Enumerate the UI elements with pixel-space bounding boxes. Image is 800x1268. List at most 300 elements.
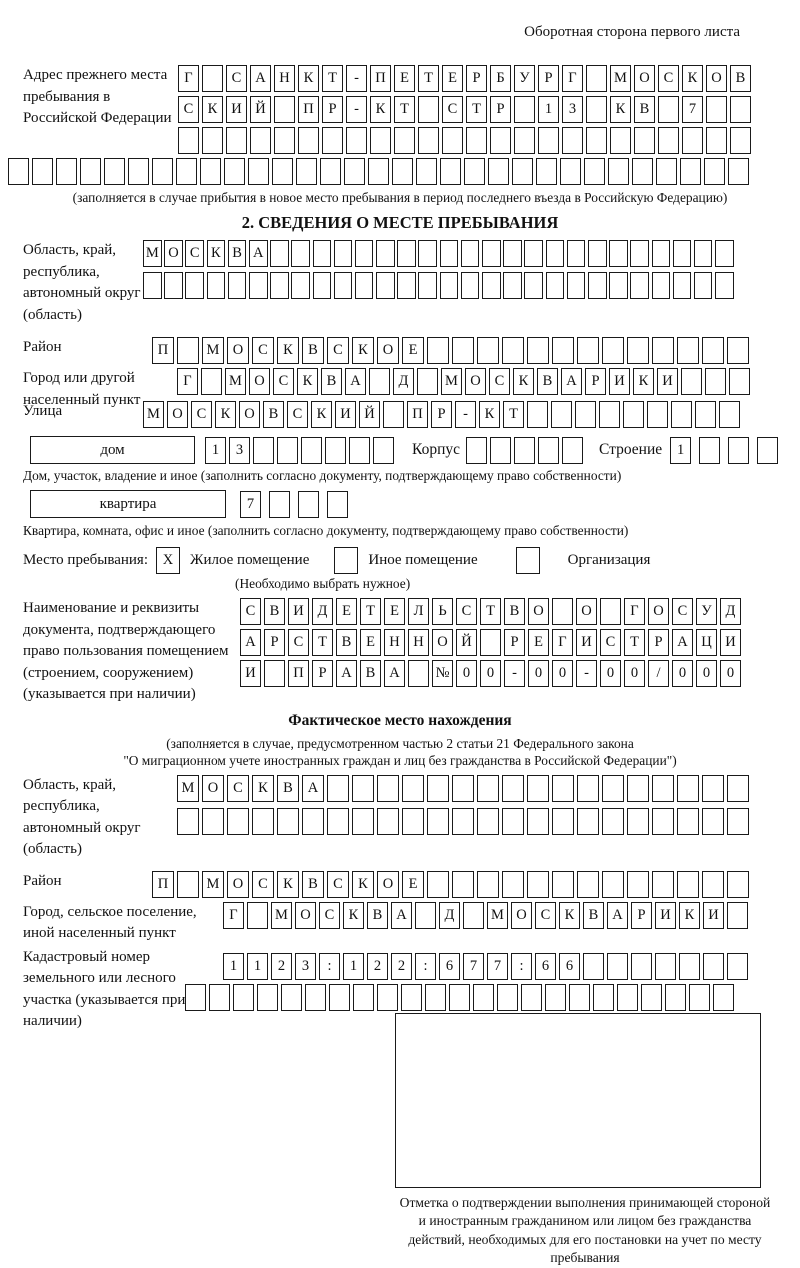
char-cell[interactable]: М: [441, 368, 462, 395]
char-cell[interactable]: Ц: [696, 629, 717, 656]
char-cell[interactable]: Г: [178, 65, 199, 92]
char-cell[interactable]: М: [177, 775, 199, 802]
char-cell[interactable]: [600, 598, 621, 625]
char-cell[interactable]: [551, 401, 572, 428]
char-cell[interactable]: [599, 401, 620, 428]
char-cell[interactable]: 7: [682, 96, 703, 123]
char-cell[interactable]: В: [730, 65, 751, 92]
char-cell[interactable]: Р: [264, 629, 285, 656]
char-cell[interactable]: И: [288, 598, 309, 625]
char-cell[interactable]: [671, 401, 692, 428]
char-cell[interactable]: [689, 984, 710, 1011]
char-cell[interactable]: [562, 437, 583, 464]
char-cell[interactable]: Р: [538, 65, 559, 92]
char-cell[interactable]: И: [576, 629, 597, 656]
char-cell[interactable]: /: [648, 660, 669, 687]
char-cell[interactable]: [277, 808, 299, 835]
char-cell[interactable]: 3: [562, 96, 583, 123]
char-cell[interactable]: [706, 96, 727, 123]
char-cell[interactable]: [627, 808, 649, 835]
char-cell[interactable]: [228, 272, 247, 299]
char-cell[interactable]: [128, 158, 149, 185]
char-cell[interactable]: С: [327, 337, 349, 364]
char-cell[interactable]: [730, 127, 751, 154]
char-cell[interactable]: Ь: [432, 598, 453, 625]
char-cell[interactable]: С: [252, 871, 274, 898]
char-cell[interactable]: В: [277, 775, 299, 802]
char-cell[interactable]: М: [610, 65, 631, 92]
char-cell[interactable]: [652, 240, 671, 267]
char-cell[interactable]: [296, 158, 317, 185]
char-cell[interactable]: О: [227, 871, 249, 898]
char-cell[interactable]: А: [345, 368, 366, 395]
char-cell[interactable]: [502, 337, 524, 364]
char-cell[interactable]: [346, 127, 367, 154]
char-cell[interactable]: [461, 272, 480, 299]
char-cell[interactable]: О: [227, 337, 249, 364]
char-cell[interactable]: [524, 272, 543, 299]
char-cell[interactable]: А: [249, 240, 268, 267]
char-cell[interactable]: [647, 401, 668, 428]
char-cell[interactable]: А: [336, 660, 357, 687]
char-cell[interactable]: [369, 368, 390, 395]
char-cell[interactable]: [298, 127, 319, 154]
char-cell[interactable]: В: [583, 902, 604, 929]
char-cell[interactable]: [452, 871, 474, 898]
char-cell[interactable]: [397, 240, 416, 267]
char-cell[interactable]: К: [352, 337, 374, 364]
char-cell[interactable]: [665, 984, 686, 1011]
char-cell[interactable]: В: [302, 337, 324, 364]
char-cell[interactable]: [334, 272, 353, 299]
char-cell[interactable]: [440, 240, 459, 267]
char-cell[interactable]: И: [335, 401, 356, 428]
char-cell[interactable]: А: [302, 775, 324, 802]
char-cell[interactable]: [226, 127, 247, 154]
char-cell[interactable]: [427, 337, 449, 364]
char-cell[interactable]: [152, 158, 173, 185]
char-cell[interactable]: Р: [631, 902, 652, 929]
char-cell[interactable]: [104, 158, 125, 185]
char-cell[interactable]: [377, 984, 398, 1011]
char-cell[interactable]: О: [528, 598, 549, 625]
char-cell[interactable]: Р: [431, 401, 452, 428]
char-cell[interactable]: [586, 127, 607, 154]
char-cell[interactable]: [584, 158, 605, 185]
char-cell[interactable]: Р: [504, 629, 525, 656]
char-cell[interactable]: [344, 158, 365, 185]
char-cell[interactable]: Р: [585, 368, 606, 395]
char-cell[interactable]: [253, 437, 274, 464]
char-cell[interactable]: К: [207, 240, 226, 267]
char-cell[interactable]: [325, 437, 346, 464]
char-cell[interactable]: -: [455, 401, 476, 428]
char-cell[interactable]: [527, 337, 549, 364]
char-cell[interactable]: [546, 240, 565, 267]
char-cell[interactable]: [482, 272, 501, 299]
char-cell[interactable]: [552, 808, 574, 835]
char-cell[interactable]: К: [277, 337, 299, 364]
char-cell[interactable]: О: [377, 337, 399, 364]
char-cell[interactable]: 1: [247, 953, 268, 980]
char-cell[interactable]: [370, 127, 391, 154]
char-cell[interactable]: [202, 65, 223, 92]
char-cell[interactable]: [538, 127, 559, 154]
char-cell[interactable]: М: [143, 240, 162, 267]
char-cell[interactable]: [352, 808, 374, 835]
char-cell[interactable]: [427, 808, 449, 835]
char-cell[interactable]: [702, 775, 724, 802]
char-cell[interactable]: [452, 337, 474, 364]
char-cell[interactable]: [257, 984, 278, 1011]
char-cell[interactable]: 0: [552, 660, 573, 687]
char-cell[interactable]: -: [346, 65, 367, 92]
char-cell[interactable]: [178, 127, 199, 154]
char-cell[interactable]: [418, 240, 437, 267]
char-cell[interactable]: [562, 127, 583, 154]
char-cell[interactable]: 3: [295, 953, 316, 980]
char-cell[interactable]: [416, 158, 437, 185]
char-cell[interactable]: [502, 871, 524, 898]
char-cell[interactable]: С: [178, 96, 199, 123]
char-cell[interactable]: [593, 984, 614, 1011]
char-cell[interactable]: [32, 158, 53, 185]
char-cell[interactable]: [377, 775, 399, 802]
char-cell[interactable]: [702, 337, 724, 364]
char-cell[interactable]: С: [456, 598, 477, 625]
char-cell[interactable]: [202, 127, 223, 154]
char-cell[interactable]: [392, 158, 413, 185]
char-cell[interactable]: Й: [359, 401, 380, 428]
char-cell[interactable]: 7: [463, 953, 484, 980]
char-cell[interactable]: [329, 984, 350, 1011]
char-cell[interactable]: [80, 158, 101, 185]
char-cell[interactable]: О: [432, 629, 453, 656]
char-cell[interactable]: Г: [624, 598, 645, 625]
char-cell[interactable]: И: [720, 629, 741, 656]
char-cell[interactable]: [727, 902, 748, 929]
char-cell[interactable]: К: [343, 902, 364, 929]
char-cell[interactable]: В: [263, 401, 284, 428]
char-cell[interactable]: 6: [559, 953, 580, 980]
char-cell[interactable]: С: [489, 368, 510, 395]
char-cell[interactable]: И: [703, 902, 724, 929]
char-cell[interactable]: [313, 272, 332, 299]
char-cell[interactable]: [353, 984, 374, 1011]
char-cell[interactable]: [641, 984, 662, 1011]
char-cell[interactable]: [713, 984, 734, 1011]
char-cell[interactable]: Б: [490, 65, 511, 92]
char-cell[interactable]: [250, 127, 271, 154]
char-cell[interactable]: [488, 158, 509, 185]
char-cell[interactable]: [658, 96, 679, 123]
char-cell[interactable]: [560, 158, 581, 185]
char-cell[interactable]: [552, 337, 574, 364]
char-cell[interactable]: [480, 629, 501, 656]
char-cell[interactable]: [552, 775, 574, 802]
char-cell[interactable]: [567, 240, 586, 267]
char-cell[interactable]: [401, 984, 422, 1011]
char-cell[interactable]: [56, 158, 77, 185]
char-cell[interactable]: В: [302, 871, 324, 898]
char-cell[interactable]: [291, 240, 310, 267]
char-cell[interactable]: С: [672, 598, 693, 625]
char-cell[interactable]: [575, 401, 596, 428]
char-cell[interactable]: [376, 240, 395, 267]
char-cell[interactable]: [632, 158, 653, 185]
char-cell[interactable]: [695, 401, 716, 428]
char-cell[interactable]: С: [240, 598, 261, 625]
char-cell[interactable]: [176, 158, 197, 185]
char-cell[interactable]: [694, 272, 713, 299]
char-cell[interactable]: [602, 337, 624, 364]
char-cell[interactable]: :: [415, 953, 436, 980]
char-cell[interactable]: [490, 437, 511, 464]
char-cell[interactable]: [538, 437, 559, 464]
char-cell[interactable]: В: [367, 902, 388, 929]
char-cell[interactable]: И: [240, 660, 261, 687]
char-cell[interactable]: К: [298, 65, 319, 92]
char-cell[interactable]: [477, 775, 499, 802]
char-cell[interactable]: [320, 158, 341, 185]
char-cell[interactable]: [302, 808, 324, 835]
char-cell[interactable]: [281, 984, 302, 1011]
char-cell[interactable]: [327, 808, 349, 835]
char-cell[interactable]: [655, 953, 676, 980]
char-cell[interactable]: И: [609, 368, 630, 395]
char-cell[interactable]: Т: [322, 65, 343, 92]
char-cell[interactable]: К: [633, 368, 654, 395]
char-cell[interactable]: В: [321, 368, 342, 395]
char-cell[interactable]: К: [682, 65, 703, 92]
char-cell[interactable]: [730, 96, 751, 123]
char-cell[interactable]: О: [249, 368, 270, 395]
char-cell[interactable]: 0: [480, 660, 501, 687]
char-cell[interactable]: [673, 240, 692, 267]
char-cell[interactable]: [272, 158, 293, 185]
char-cell[interactable]: -: [346, 96, 367, 123]
char-cell[interactable]: [527, 775, 549, 802]
char-cell[interactable]: [305, 984, 326, 1011]
char-cell[interactable]: Й: [250, 96, 271, 123]
char-cell[interactable]: В: [537, 368, 558, 395]
char-cell[interactable]: К: [479, 401, 500, 428]
char-cell[interactable]: [677, 808, 699, 835]
char-cell[interactable]: [327, 491, 348, 518]
char-cell[interactable]: Т: [312, 629, 333, 656]
char-cell[interactable]: М: [143, 401, 164, 428]
char-cell[interactable]: [715, 272, 734, 299]
char-cell[interactable]: П: [298, 96, 319, 123]
char-cell[interactable]: Е: [402, 871, 424, 898]
char-cell[interactable]: М: [225, 368, 246, 395]
char-cell[interactable]: [349, 437, 370, 464]
char-cell[interactable]: [394, 127, 415, 154]
char-cell[interactable]: [569, 984, 590, 1011]
char-cell[interactable]: К: [215, 401, 236, 428]
char-cell[interactable]: [699, 437, 720, 464]
char-cell[interactable]: [383, 401, 404, 428]
char-cell[interactable]: [185, 984, 206, 1011]
char-cell[interactable]: [702, 871, 724, 898]
char-cell[interactable]: Р: [490, 96, 511, 123]
char-cell[interactable]: [143, 272, 162, 299]
char-cell[interactable]: №: [432, 660, 453, 687]
char-cell[interactable]: Р: [648, 629, 669, 656]
char-cell[interactable]: [466, 127, 487, 154]
char-cell[interactable]: [677, 871, 699, 898]
char-cell[interactable]: А: [240, 629, 261, 656]
char-cell[interactable]: [586, 96, 607, 123]
char-cell[interactable]: [627, 775, 649, 802]
char-cell[interactable]: [682, 127, 703, 154]
char-cell[interactable]: [8, 158, 29, 185]
char-cell[interactable]: :: [511, 953, 532, 980]
char-cell[interactable]: И: [657, 368, 678, 395]
char-cell[interactable]: [652, 337, 674, 364]
char-cell[interactable]: Е: [336, 598, 357, 625]
char-cell[interactable]: Д: [439, 902, 460, 929]
char-cell[interactable]: 1: [343, 953, 364, 980]
char-cell[interactable]: Т: [360, 598, 381, 625]
char-cell[interactable]: [609, 240, 628, 267]
char-cell[interactable]: [355, 272, 374, 299]
char-cell[interactable]: [270, 240, 289, 267]
char-cell[interactable]: [705, 368, 726, 395]
char-cell[interactable]: [704, 158, 725, 185]
char-cell[interactable]: [408, 660, 429, 687]
char-cell[interactable]: 2: [271, 953, 292, 980]
char-cell[interactable]: М: [202, 871, 224, 898]
char-cell[interactable]: [425, 984, 446, 1011]
char-cell[interactable]: [177, 871, 199, 898]
char-cell[interactable]: [497, 984, 518, 1011]
char-cell[interactable]: С: [327, 871, 349, 898]
char-cell[interactable]: А: [384, 660, 405, 687]
char-cell[interactable]: [417, 368, 438, 395]
char-cell[interactable]: [652, 272, 671, 299]
char-cell[interactable]: [201, 368, 222, 395]
char-cell[interactable]: [602, 775, 624, 802]
char-cell[interactable]: [252, 808, 274, 835]
char-cell[interactable]: Г: [177, 368, 198, 395]
char-cell[interactable]: С: [287, 401, 308, 428]
char-cell[interactable]: Е: [394, 65, 415, 92]
char-cell[interactable]: 6: [535, 953, 556, 980]
checkbox-organization[interactable]: [516, 547, 540, 574]
char-cell[interactable]: [427, 871, 449, 898]
char-cell[interactable]: [209, 984, 230, 1011]
char-cell[interactable]: М: [271, 902, 292, 929]
char-cell[interactable]: К: [311, 401, 332, 428]
char-cell[interactable]: Е: [384, 598, 405, 625]
char-cell[interactable]: [728, 437, 749, 464]
char-cell[interactable]: [521, 984, 542, 1011]
char-cell[interactable]: Р: [322, 96, 343, 123]
char-cell[interactable]: О: [295, 902, 316, 929]
char-cell[interactable]: О: [377, 871, 399, 898]
char-cell[interactable]: [552, 598, 573, 625]
char-cell[interactable]: Т: [624, 629, 645, 656]
char-cell[interactable]: [477, 808, 499, 835]
char-cell[interactable]: В: [336, 629, 357, 656]
char-cell[interactable]: :: [319, 953, 340, 980]
char-cell[interactable]: К: [352, 871, 374, 898]
char-cell[interactable]: Т: [503, 401, 524, 428]
char-cell[interactable]: [298, 491, 319, 518]
char-cell[interactable]: К: [610, 96, 631, 123]
char-cell[interactable]: С: [252, 337, 274, 364]
char-cell[interactable]: В: [360, 660, 381, 687]
char-cell[interactable]: Е: [442, 65, 463, 92]
char-cell[interactable]: Р: [312, 660, 333, 687]
char-cell[interactable]: О: [648, 598, 669, 625]
char-cell[interactable]: [680, 158, 701, 185]
char-cell[interactable]: Т: [466, 96, 487, 123]
char-cell[interactable]: К: [513, 368, 534, 395]
char-cell[interactable]: [452, 775, 474, 802]
char-cell[interactable]: Й: [456, 629, 477, 656]
char-cell[interactable]: К: [370, 96, 391, 123]
char-cell[interactable]: [368, 158, 389, 185]
char-cell[interactable]: [727, 808, 749, 835]
char-cell[interactable]: [514, 437, 535, 464]
char-cell[interactable]: [634, 127, 655, 154]
char-cell[interactable]: 0: [624, 660, 645, 687]
char-cell[interactable]: [630, 240, 649, 267]
char-cell[interactable]: [200, 158, 221, 185]
char-cell[interactable]: О: [164, 240, 183, 267]
char-cell[interactable]: О: [167, 401, 188, 428]
char-cell[interactable]: К: [559, 902, 580, 929]
char-cell[interactable]: 1: [223, 953, 244, 980]
char-cell[interactable]: [397, 272, 416, 299]
checkbox-other-premises[interactable]: [334, 547, 358, 574]
char-cell[interactable]: [376, 272, 395, 299]
char-cell[interactable]: [264, 660, 285, 687]
char-cell[interactable]: [233, 984, 254, 1011]
char-cell[interactable]: А: [561, 368, 582, 395]
char-cell[interactable]: 2: [391, 953, 412, 980]
char-cell[interactable]: -: [504, 660, 525, 687]
char-cell[interactable]: [415, 902, 436, 929]
char-cell[interactable]: [602, 808, 624, 835]
char-cell[interactable]: С: [227, 775, 249, 802]
char-cell[interactable]: [185, 272, 204, 299]
char-cell[interactable]: [527, 871, 549, 898]
char-cell[interactable]: Д: [312, 598, 333, 625]
char-cell[interactable]: О: [576, 598, 597, 625]
char-cell[interactable]: [463, 902, 484, 929]
char-cell[interactable]: [490, 127, 511, 154]
char-cell[interactable]: [514, 96, 535, 123]
char-cell[interactable]: [207, 272, 226, 299]
char-cell[interactable]: [477, 871, 499, 898]
char-cell[interactable]: -: [576, 660, 597, 687]
char-cell[interactable]: [617, 984, 638, 1011]
char-cell[interactable]: П: [288, 660, 309, 687]
char-cell[interactable]: [313, 240, 332, 267]
char-cell[interactable]: [577, 808, 599, 835]
char-cell[interactable]: С: [185, 240, 204, 267]
char-cell[interactable]: В: [228, 240, 247, 267]
char-cell[interactable]: [658, 127, 679, 154]
char-cell[interactable]: К: [297, 368, 318, 395]
char-cell[interactable]: [652, 775, 674, 802]
char-cell[interactable]: [703, 953, 724, 980]
char-cell[interactable]: [608, 158, 629, 185]
char-cell[interactable]: [247, 902, 268, 929]
